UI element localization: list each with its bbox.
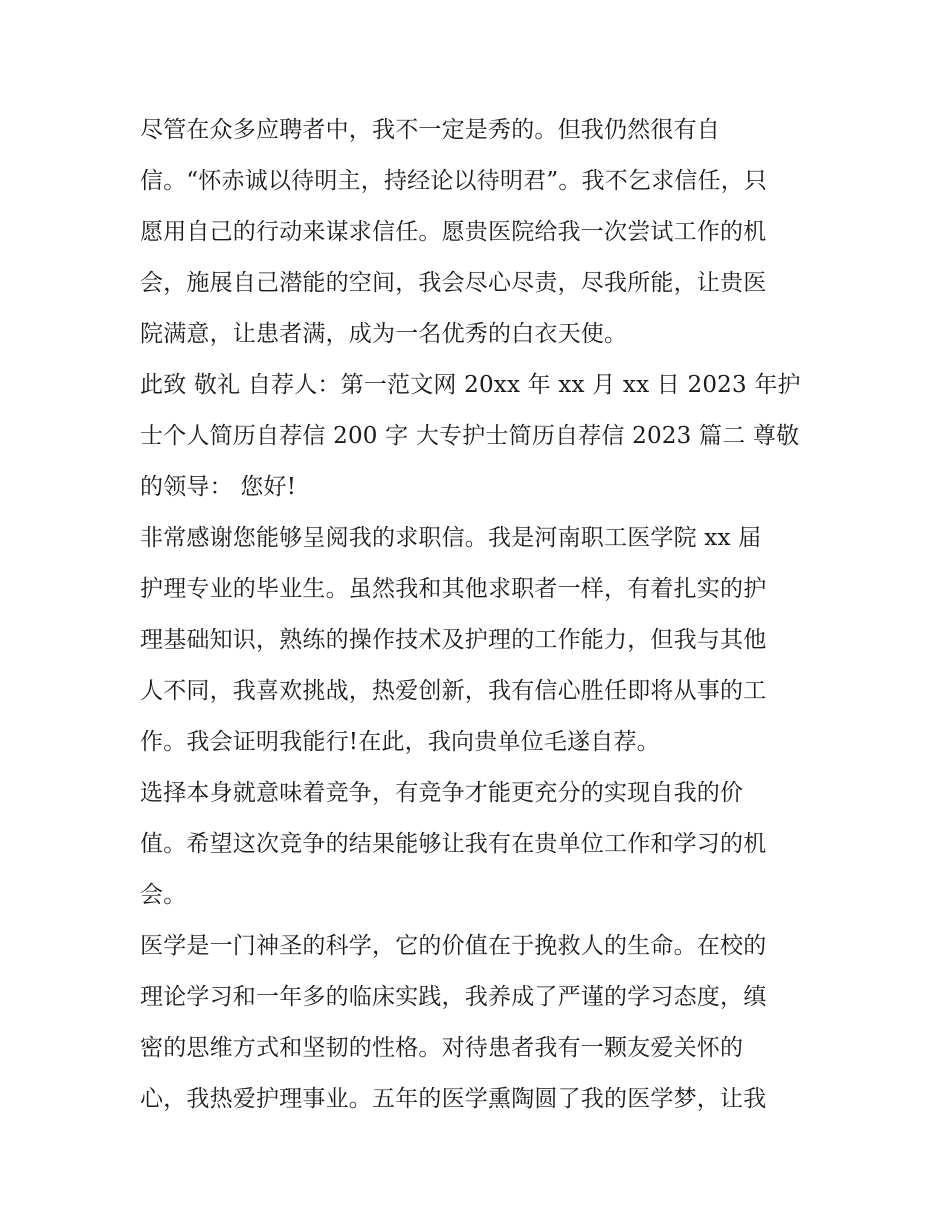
text-line: 会。 xyxy=(140,882,187,908)
letter-body xyxy=(140,105,812,1125)
text-line: 密的思维方式和坚韧的性格。对待患者我有一颗友爱关怀的 xyxy=(140,1035,744,1061)
text-line: 此致 敬礼 自荐人：第一范文网 20xx 年 xx 月 xx 日 2023 年护 xyxy=(140,372,801,398)
text-line: 士个人简历自荐信 200 字 大专护士简历自荐信 2023 篇二 尊敬 xyxy=(140,423,800,449)
text-line: 愿用自己的行动来谋求信任。愿贵医院给我一次尝试工作的机 xyxy=(140,219,767,245)
text-line: 理论学习和一年多的临床实践，我养成了严谨的学习态度，缜 xyxy=(140,984,767,1010)
text-line: 心，我热爱护理事业。五年的医学熏陶圆了我的医学梦，让我 xyxy=(140,1086,767,1112)
text-line: 会，施展自己潜能的空间，我会尽心尽责，尽我所能，让贵医 xyxy=(140,270,767,296)
text-line: 理基础知识，熟练的操作技术及护理的工作能力，但我与其他 xyxy=(140,627,767,653)
text-line: 值。希望这次竞争的结果能够让我有在贵单位工作和学习的机 xyxy=(140,831,767,857)
text-line: 尽管在众多应聘者中，我不一定是秀的。但我仍然很有自 xyxy=(140,117,720,143)
text-line: 选择本身就意味着竞争，有竞争才能更充分的实现自我的价 xyxy=(140,780,744,806)
text-line: 作。我会证明我能行!在此，我向贵单位毛遂自荐。 xyxy=(140,729,660,755)
text-line: 护理专业的毕业生。虽然我和其他求职者一样，有着扎实的护 xyxy=(140,576,767,602)
text-line: 的领导： 您好! xyxy=(140,474,297,500)
text-line: 信。“怀赤诚以待明主，持经论以待明君”。我不乞求信任，只 xyxy=(140,168,768,194)
text-line: 人不同，我喜欢挑战，热爱创新，我有信心胜任即将从事的工 xyxy=(140,678,767,704)
text-line: 非常感谢您能够呈阅我的求职信。我是河南职工医学院 xx 届 xyxy=(140,525,762,551)
text-line: 医学是一门神圣的科学，它的价值在于挽救人的生命。在校的 xyxy=(140,933,767,959)
text-line: 院满意，让患者满，成为一名优秀的白衣天使。 xyxy=(140,321,628,347)
